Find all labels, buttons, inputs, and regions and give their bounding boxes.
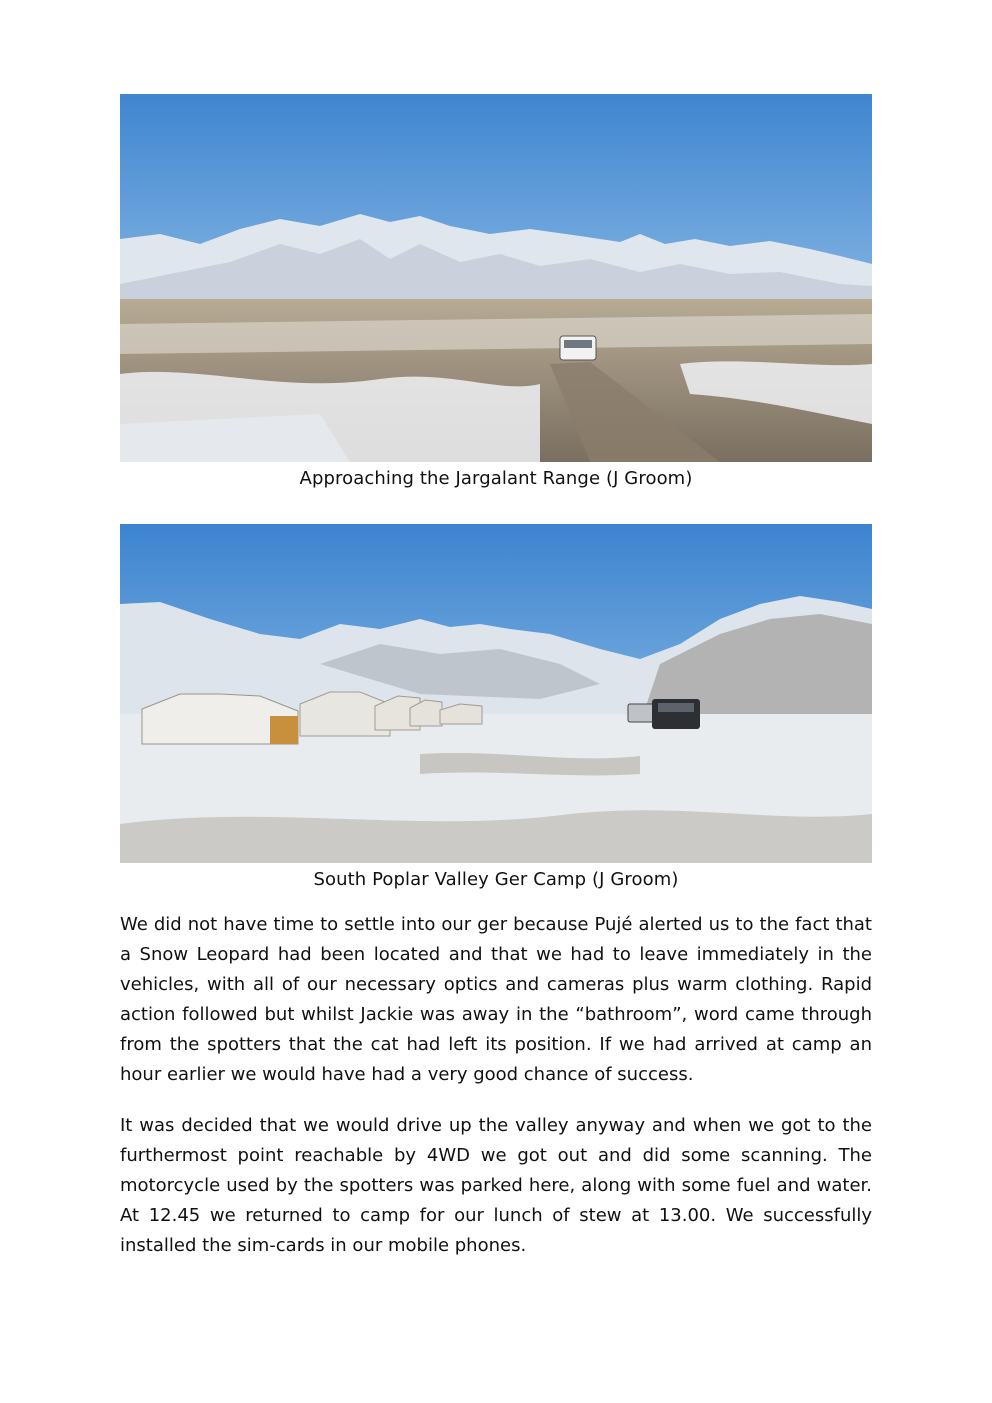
figure-caption: South Poplar Valley Ger Camp (J Groom) (313, 869, 679, 890)
figure-caption: Approaching the Jargalant Range (J Groom) (299, 468, 693, 489)
body-paragraph: It was decided that we would drive up the valley anyway and when we got to the furthermost point reachable by 4WD we got out and did some scanning. The motorcycle used by the spotters was parked here, along with some fuel and water. At 12.45 we returned to camp for our lunch of stew at 13.00. We successfully installed the sim-cards in our mobile phones. (120, 1115, 872, 1256)
photo-jargalant-range (120, 94, 872, 462)
vehicle-window (564, 340, 592, 348)
jargalant-range-image (120, 94, 872, 462)
photo-ger-camp (120, 524, 872, 863)
vehicle-window (658, 703, 694, 712)
body-paragraph: We did not have time to settle into our ger because Pujé alerted us to the fact that a Snow Leopard had been located and that we had to leave immediately in the vehicles, with all of our necessary optics and cameras plus warm clothing. Rapid action followed but whilst Jackie was away in the “bathroom”, word came through from the spotters that the cat had left its position. If we had arrived at camp an hour earlier we would have had a very good chance of success. (120, 914, 872, 1085)
ger-camp-image (120, 524, 872, 863)
